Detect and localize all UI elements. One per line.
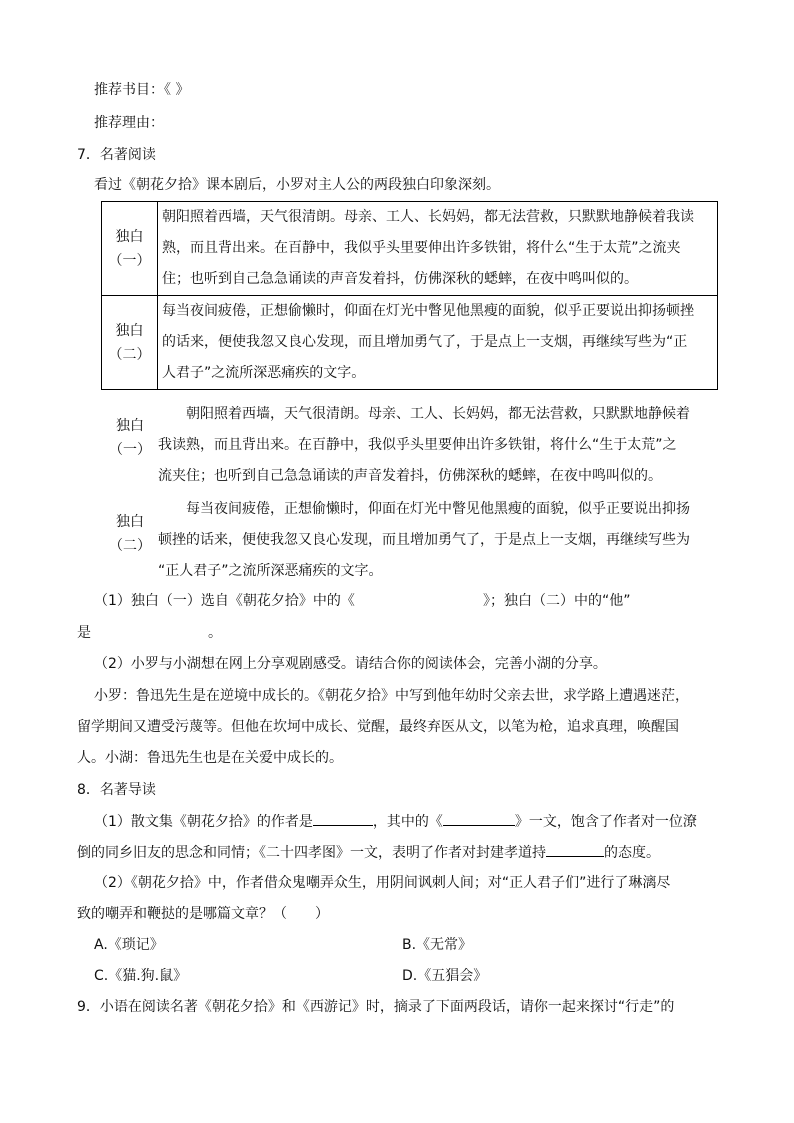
q7-sub1-part-a: （1）独白（一）选自《朝花夕拾》中的《 <box>94 593 355 609</box>
q7-sub2: （2）小罗与小湖想在网上分享观剧感受。请结合你的阅读体会，完善小湖的分享。 <box>94 656 607 672</box>
q8-s2-line2: 致的嘲弄和鞭挞的是哪篇文章？（ ） <box>77 906 329 922</box>
option-c[interactable]: C.《猫.狗.鼠》 <box>94 968 188 984</box>
q8-title: 8．名著导读 <box>77 782 156 798</box>
share-line: 留学期间又遭受污蔑等。但他在坎坷中成长、觉醒，最终弃医从文，以笔为枪，追求真理，唤醒国 <box>77 719 679 735</box>
option-d[interactable]: D.《五猖会》 <box>402 968 488 984</box>
monologue-text: 每当夜间疲倦，正想偷懒时，仰面在灯光中瞥见他黑瘦的面貌，似乎正要说出抑扬顿挫 的话来，便使我忽又良心发现，而且增加勇气了，于是点上一支烟，再继续写些为“正 人君子”之流所深恶痛疾的文字。 <box>158 296 718 390</box>
option-b[interactable]: B.《无常》 <box>402 937 473 953</box>
monologue-text: 每当夜间疲倦，正想偷懒时，仰面在灯光中瞥见他黑瘦的面貌，似乎正要说出抑扬 顿挫的话来，便使我忽又良心发现，而且增加勇气了，于是点上一支烟，再继续写些为 “正人君子”之流所深恶痛疾的文字。 <box>158 501 690 579</box>
q9-title: 9．小语在阅读名著《朝花夕拾》和《西游记》时，摘录了下面两段话，请你一起来探讨“行走”的 <box>77 999 675 1015</box>
recommend-reason-line: 推荐理由： <box>94 115 164 131</box>
table-row <box>102 202 718 296</box>
q7-sub1-part-b: 》；独白（二）中的“他” <box>483 593 631 609</box>
option-a[interactable]: A.《琐记》 <box>94 937 164 953</box>
monologue-text: 朝阳照着西墙，天气很清朗。母亲、工人、长妈妈，都无法营救，只默默地静候着 我读熟，而且背出来。在百静中，我似乎头里要伸出许多铁钳，将什么“生于太荒”之 流夹住；也听到自己急急诵读的声音发着抖，仿佛深秋的蟋蟀，在夜中鸣叫似的。 <box>158 406 690 484</box>
q7-sub1-part-c: 是 <box>77 625 91 641</box>
monologue-label: 独白 （二） <box>102 296 158 390</box>
monologue-label: 独白 （二） <box>109 514 151 554</box>
q7-title: 7．名著阅读 <box>77 147 156 163</box>
monologue-text: 朝阳照着西墙，天气很清朗。母亲、工人、长妈妈，都无法营救，只默默地静候着我读 熟，而且背出来。在百静中，我似乎头里要伸出许多铁钳，将什么“生于太荒”之流夹 住；也听到自己急急诵读的声音发着抖，仿佛深秋的蟋蟀，在夜中鸣叫似的。 <box>158 202 718 296</box>
q7-sub1-part-d: 。 <box>208 625 222 641</box>
q8-s1-line2: 倒的同乡旧友的思念和同情；《二十四孝图》一文，表明了作者对封建孝道持 的态度。 <box>77 842 660 863</box>
answer-blank[interactable] <box>443 811 515 826</box>
answer-blank[interactable] <box>313 811 373 826</box>
q8-s1-line1: （1）散文集《朝花夕拾》的作者是 ，其中的《 》一文，饱含了作者对一位潦 <box>94 811 697 832</box>
monologue-table <box>101 201 718 390</box>
share-line: 小罗：鲁迅先生是在逆境中成长的。《朝花夕拾》中写到他年幼时父亲去世，求学路上遭遇迷茫， <box>94 688 689 704</box>
table-row <box>102 296 718 390</box>
monologue-label: 独白 （一） <box>109 418 151 458</box>
share-line: 人。小湖：鲁迅先生也是在关爱中成长的。 <box>77 750 343 766</box>
recommend-book-line: 推荐书目：《 》 <box>94 82 190 98</box>
monologue-label: 独白 （一） <box>102 202 158 296</box>
q8-s2-line1: （2）《朝花夕拾》中，作者借众鬼嘲弄众生，用阴间讽刺人间；对“正人君子们”进行了琳漓尽 <box>94 875 671 891</box>
q7-intro: 看过《朝花夕拾》课本剧后，小罗对主人公的两段独白印象深刻。 <box>94 177 500 193</box>
answer-blank[interactable] <box>546 842 604 857</box>
